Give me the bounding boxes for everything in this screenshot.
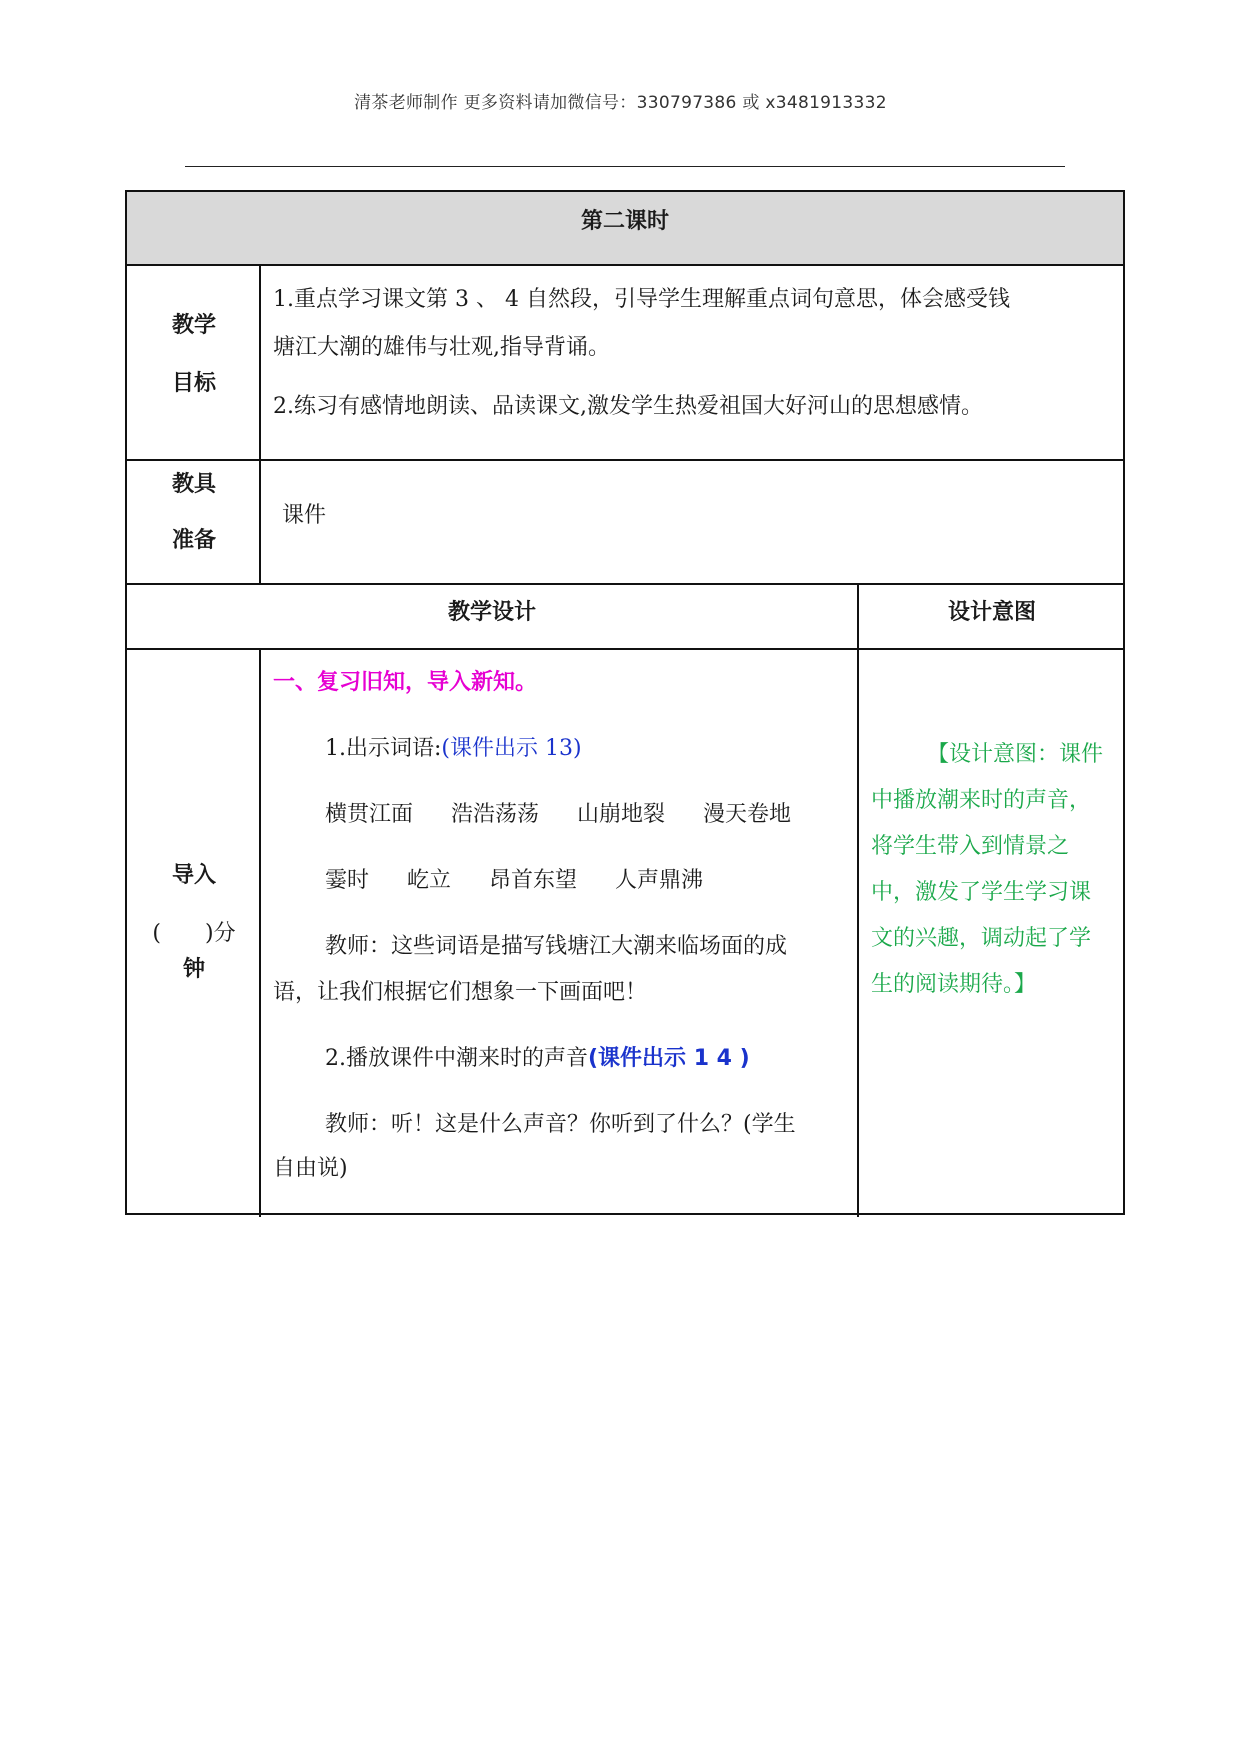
goals-label-line2: 目标 [171,371,216,396]
word-item: 人声鼎沸 [615,868,704,893]
goals-row [127,266,1123,461]
goal-item-2: 2.练习有感情地朗读、品读课文,激发学生热爱祖国大好河山的思想感情。 [273,394,983,419]
prep-label-line1: 教具 [171,472,216,497]
intro-step1 [325,732,582,766]
goal-item-1-line2: 塘江大潮的雄伟与壮观,指导背诵。 [273,335,610,360]
prep-row [127,461,1123,585]
intent-cell [857,650,1125,1217]
goals-label-line1: 教学 [171,313,216,338]
word-item: 横贯江面 [325,802,414,827]
intro-step2-ref: (课件出示 1 4 ) [588,1046,750,1071]
intro-row [127,650,1123,1217]
intro-step2 [325,1042,750,1076]
teacher-line-1b: 语，让我们根据它们想象一下画面吧！ [273,980,648,1005]
page-header-text: 清茶老师制作 更多资料请加微信号：330797386 或 x3481913332 [354,93,887,113]
intro-label-cell [127,650,261,1217]
intro-step2-prefix: 2.播放课件中潮来时的声音 [325,1046,588,1071]
intent-line: 中播放潮来时的声音， [871,788,1092,813]
intro-time-line2: 钟 [182,957,205,982]
word-item: 山崩地裂 [577,802,666,827]
prep-content: 课件 [282,503,327,528]
design-header-row [127,585,1123,650]
teacher-line-2b: 自由说) [273,1156,348,1181]
intro-label: 导入 [171,863,216,888]
design-intent-text [871,732,1121,1008]
header-divider [185,166,1065,167]
intent-line: 中，激发了学生学习课 [871,880,1092,905]
word-item: 昂首东望 [489,868,578,893]
goal-item-1-line1: 1.重点学习课文第 3 、 4 自然段，引导学生理解重点词句意思，体会感受钱 [273,287,1010,312]
lesson-title: 第二课时 [580,209,669,234]
teacher-line-2a: 教师：听！这是什么声音？你听到了什么？(学生 [325,1112,796,1137]
design-header-left: 教学设计 [447,600,536,625]
design-header-right-cell [857,585,1125,648]
words-row-1 [325,798,829,832]
intent-line: 【设计意图：课件 [927,742,1104,767]
word-item: 屹立 [407,868,452,893]
prep-label-line2: 准备 [171,528,216,553]
prep-label-cell [127,461,261,583]
teacher-line-1a: 教师：这些词语是描写钱塘江大潮来临场面的成 [325,934,788,959]
lesson-plan-table [125,190,1125,1215]
design-header-right: 设计意图 [947,600,1036,625]
intent-line: 文的兴趣，调动起了学 [871,926,1092,951]
word-item: 霎时 [325,868,370,893]
intent-line: 生的阅读期待。】 [871,972,1037,997]
table-title-row [127,192,1123,266]
word-item: 漫天卷地 [703,802,792,827]
word-item: 浩浩荡荡 [451,802,540,827]
words-row-2 [325,864,741,898]
goals-label-cell [127,266,261,459]
intro-step1-ref: (课件出示 13) [441,736,582,761]
intro-step1-prefix: 1.出示词语: [325,736,442,761]
intro-section-title: 一、复习旧知，导入新知。 [273,670,538,695]
goal-item-1 [273,276,1113,372]
intent-line: 将学生带入到情景之 [871,834,1070,859]
intro-time-line1: ( )分 [152,921,236,946]
